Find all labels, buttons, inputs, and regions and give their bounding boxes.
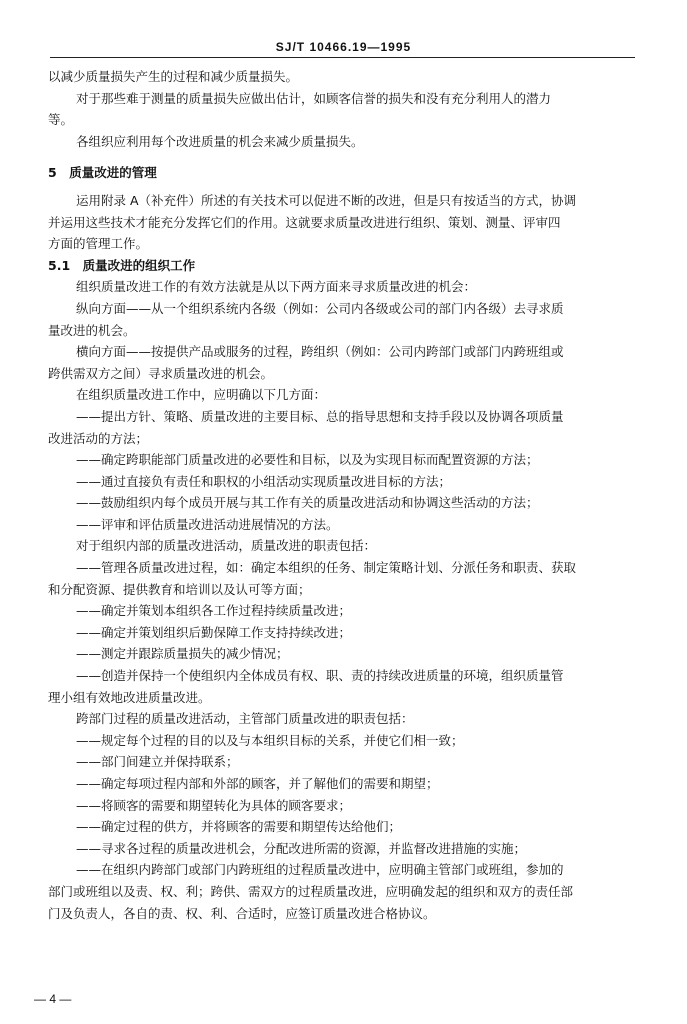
text-line: ——确定每项过程内部和外部的顾客，并了解他们的需要和期望；	[76, 776, 439, 791]
text-line: ——通过直接负有责任和职权的小组活动实现质量改进目标的方法；	[76, 473, 452, 489]
text-line: ——评审和评估质量改进活动进展情况的方法。	[76, 516, 339, 532]
text-line: 和分配资源、提供教育和培训以及认可等方面；	[48, 581, 311, 597]
section-5-1-paragraphs	[48, 276, 636, 924]
text-line: 对于那些难于测量的质量损失应做出估计，如顾客信誉的损失和没有充分利用人的潜力	[76, 90, 552, 106]
text-line: ——将顾客的需要和期望转化为具体的顾客要求；	[76, 797, 352, 813]
text-line: ——管理各质量改进过程，如：确定本组织的任务、制定策略计划、分派任务和职责、获取	[76, 560, 577, 576]
text-line: ——鼓励组织内每个成员开展与其工作有关的质量改进活动和协调这些活动的方法；	[76, 495, 539, 511]
text-line: 横向方面——按提供产品或服务的过程，跨组织（例如：公司内跨部门或部门内跨班组或	[76, 344, 564, 360]
text-line: ——提出方针、策略、质量改进的主要目标、总的指导思想和支持手段以及协调各项质量	[76, 408, 564, 424]
page-body	[48, 66, 636, 924]
text-line: 并运用这些技术才能充分发挥它们的作用。这就要求质量改进进行组织、策划、测量、评审四	[48, 214, 561, 230]
section-5-paragraphs	[48, 190, 636, 255]
text-line: 在组织质量改进工作中，应明确以下几方面：	[76, 387, 327, 403]
text-line: 以减少质量损失产生的过程和减少质量损失。	[48, 69, 299, 84]
text-line: 理小组有效地改进质量改进。	[48, 689, 211, 705]
text-line: 部门或班组以及责、权、利；跨供、需双方的过程质量改进，应明确发起的组织和双方的责任部	[48, 883, 574, 899]
text-line: ——确定过程的供方，并将顾客的需要和期望传达给他们；	[76, 819, 402, 835]
text-line: ——规定每个过程的目的以及与本组织目标的关系，并使它们相一致；	[76, 732, 464, 748]
intro-paragraphs	[48, 66, 636, 152]
header-rule	[50, 57, 635, 58]
text-line: 门及负责人，各自的责、权、利、合适时，应签订质量改进合格协议。	[48, 905, 436, 921]
text-line: 方面的管理工作。	[48, 236, 149, 252]
text-line: 纵向方面——从一个组织系统内各级（例如：公司内各级或公司的部门内各级）去寻求质	[76, 300, 564, 316]
text-line: ——寻求各过程的质量改进机会，分配改进所需的资源，并监督改进措施的实施；	[76, 840, 527, 856]
text-line: ——部门间建立并保持联系；	[76, 754, 239, 770]
text-line: 组织质量改进工作的有效方法就是从以下两方面来寻求质量改进的机会：	[76, 279, 477, 295]
text-line: ——在组织内跨部门或部门内跨班组的过程质量改进中，应明确主管部门或班组，参加的	[76, 862, 564, 878]
section-heading-5-1: 5.1 质量改进的组织工作	[48, 257, 196, 273]
text-line: ——测定并跟踪质量损失的减少情况；	[76, 646, 289, 662]
text-line: 等。	[48, 112, 74, 128]
page-number: — 4 —	[34, 992, 72, 1006]
text-line: ——确定并策划组织后勤保障工作支持持续改进；	[76, 624, 352, 640]
text-line: 跨供需双方之间）寻求质量改进的机会。	[48, 365, 274, 381]
text-line: 跨部门过程的质量改进活动，主管部门质量改进的职责包括：	[76, 711, 414, 727]
text-line: 对于组织内部的质量改进活动，质量改进的职责包括：	[76, 538, 377, 554]
text-line: 运用附录 A（补充件）所述的有关技术可以促进不断的改进，但是只有按适当的方式，协调	[76, 192, 577, 208]
text-line: ——确定并策划本组织各工作过程持续质量改进；	[76, 603, 352, 619]
text-line: 改进活动的方法；	[48, 430, 149, 446]
document-number: SJ/T 10466.19—1995	[275, 40, 412, 54]
section-heading-5: 5 质量改进的管理	[48, 165, 157, 181]
text-line: 量改进的机会。	[48, 322, 136, 338]
text-line: 各组织应利用每个改进质量的机会来减少质量损失。	[76, 133, 364, 149]
text-line: ——确定跨职能部门质量改进的必要性和目标，以及为实现目标而配置资源的方法；	[76, 452, 539, 468]
spacer	[48, 152, 636, 162]
text-line: ——创造并保持一个使组织内全体成员有权、职、责的持续改进质量的环境，组织质量管	[76, 668, 564, 684]
